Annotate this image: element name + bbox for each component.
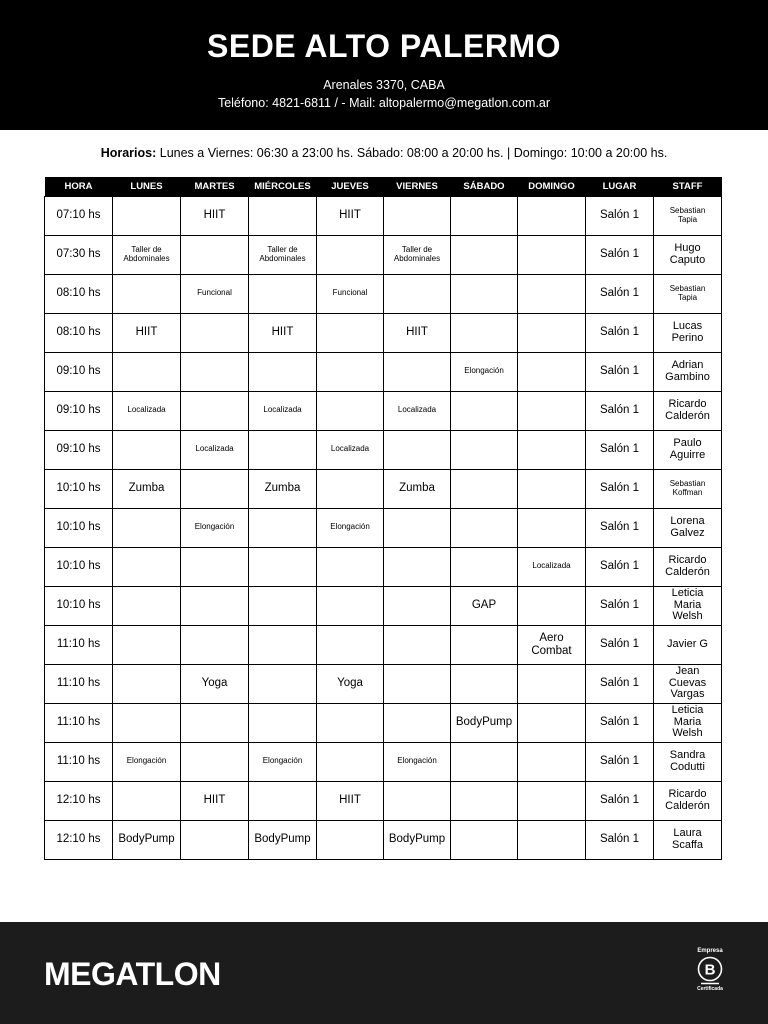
class-cell <box>113 820 181 859</box>
staff-cell <box>654 586 722 625</box>
class-cell <box>317 469 384 508</box>
table-row <box>45 235 722 274</box>
staff-name: Codutti <box>670 760 705 773</box>
staff-cell <box>654 508 722 547</box>
class-cell <box>181 508 249 547</box>
class-cell <box>451 196 518 235</box>
class-cell <box>451 391 518 430</box>
class-name: BodyPump <box>118 833 175 846</box>
staff-cell <box>654 313 722 352</box>
class-cell <box>113 508 181 547</box>
class-cell <box>249 625 317 664</box>
class-cell <box>317 742 384 781</box>
table-row <box>45 469 722 508</box>
location-cell: Salón 1 <box>586 274 654 313</box>
class-cell <box>113 352 181 391</box>
class-cell <box>249 274 317 313</box>
class-cell <box>113 664 181 703</box>
class-cell <box>113 430 181 469</box>
staff-cell <box>654 391 722 430</box>
class-cell <box>451 352 518 391</box>
location-cell: Salón 1 <box>586 586 654 625</box>
class-cell <box>181 274 249 313</box>
class-cell <box>181 820 249 859</box>
class-cell <box>384 586 451 625</box>
location-cell: Salón 1 <box>586 703 654 742</box>
class-cell <box>384 430 451 469</box>
class-cell <box>451 547 518 586</box>
location-cell: Salón 1 <box>586 313 654 352</box>
staff-cell <box>654 742 722 781</box>
class-cell <box>317 235 384 274</box>
b-corp-bottom-text: Certificada <box>697 986 723 992</box>
class-cell <box>249 820 317 859</box>
class-cell <box>249 430 317 469</box>
staff-name: Gambino <box>665 370 710 383</box>
class-cell <box>384 235 451 274</box>
opening-hours <box>0 146 768 160</box>
location-cell: Salón 1 <box>586 469 654 508</box>
class-cell <box>518 274 586 313</box>
class-cell <box>317 781 384 820</box>
staff-name: Sebastian <box>669 284 706 294</box>
time-cell: 12:10 hs <box>45 820 113 859</box>
table-row <box>45 625 722 664</box>
time-cell: 11:10 hs <box>45 703 113 742</box>
class-cell <box>249 703 317 742</box>
location-cell: Salón 1 <box>586 196 654 235</box>
staff-name: Koffman <box>672 487 703 497</box>
class-name: Localizada <box>330 444 370 454</box>
staff-name: Calderón <box>665 565 710 578</box>
class-cell <box>384 703 451 742</box>
class-cell <box>518 820 586 859</box>
class-cell <box>181 547 249 586</box>
staff-name: Ricardo <box>668 397 707 410</box>
class-name: Abdominales <box>259 253 306 263</box>
class-name: Yoga <box>201 677 228 690</box>
class-cell <box>113 391 181 430</box>
location-cell: Salón 1 <box>586 625 654 664</box>
hours-label: Horarios: <box>100 146 157 160</box>
page-title: SEDE ALTO PALERMO <box>207 28 561 64</box>
class-name: BodyPump <box>254 833 311 846</box>
time-cell: 07:10 hs <box>45 196 113 235</box>
class-name: HIIT <box>203 794 226 807</box>
b-corp-badge <box>692 948 728 1000</box>
staff-cell <box>654 781 722 820</box>
time-cell: 10:10 hs <box>45 547 113 586</box>
class-cell <box>181 430 249 469</box>
class-cell <box>518 313 586 352</box>
class-cell <box>249 196 317 235</box>
class-cell <box>518 547 586 586</box>
location-cell: Salón 1 <box>586 391 654 430</box>
column-header: SÁBADO <box>451 177 518 196</box>
class-cell <box>317 664 384 703</box>
class-name: Yoga <box>337 677 363 690</box>
time-cell: 11:10 hs <box>45 742 113 781</box>
table-header-row <box>45 177 722 196</box>
contact-line: Teléfono: 4821-6811 / - Mail: altopalermo@megatlon.com.ar <box>217 96 551 110</box>
class-cell <box>113 586 181 625</box>
class-cell <box>113 547 181 586</box>
table-row <box>45 547 722 586</box>
class-cell <box>384 742 451 781</box>
staff-name: Cuevas <box>668 676 707 689</box>
staff-name: Welsh <box>672 727 703 740</box>
time-cell: 08:10 hs <box>45 313 113 352</box>
class-name: Taller de <box>267 245 298 255</box>
location-cell: Salón 1 <box>586 664 654 703</box>
location-cell: Salón 1 <box>586 547 654 586</box>
class-name: Elongación <box>397 756 437 766</box>
class-name: Localizada <box>127 405 166 415</box>
staff-name: Leticia <box>671 587 704 600</box>
class-cell <box>518 196 586 235</box>
class-cell <box>317 352 384 391</box>
class-name: Localizada <box>195 444 234 454</box>
table-row <box>45 352 722 391</box>
staff-name: Vargas <box>670 688 705 701</box>
column-header: HORA <box>45 177 113 196</box>
class-name: Localizada <box>263 405 302 415</box>
staff-cell <box>654 196 722 235</box>
class-cell <box>384 391 451 430</box>
staff-name: Javier G <box>667 637 708 650</box>
table-row <box>45 586 722 625</box>
table-row <box>45 196 722 235</box>
class-name: Elongación <box>330 522 370 532</box>
class-name: HIIT <box>203 209 226 222</box>
class-cell <box>249 313 317 352</box>
class-name: Aero <box>539 632 564 645</box>
column-header: VIERNES <box>384 177 451 196</box>
class-cell <box>317 313 384 352</box>
staff-cell <box>654 703 722 742</box>
class-cell <box>451 781 518 820</box>
class-cell <box>451 742 518 781</box>
table-row <box>45 742 722 781</box>
column-header: MARTES <box>181 177 249 196</box>
class-cell <box>518 508 586 547</box>
class-cell <box>317 703 384 742</box>
class-name: HIIT <box>406 326 428 339</box>
class-cell <box>518 625 586 664</box>
class-cell <box>113 781 181 820</box>
class-cell <box>317 196 384 235</box>
class-name: HIIT <box>339 794 361 807</box>
class-cell <box>384 313 451 352</box>
table-row <box>45 430 722 469</box>
class-cell <box>181 586 249 625</box>
time-cell: 10:10 hs <box>45 469 113 508</box>
column-header: LUNES <box>113 177 181 196</box>
class-cell <box>317 547 384 586</box>
b-corp-icon <box>697 955 723 985</box>
staff-cell <box>654 547 722 586</box>
class-cell <box>451 664 518 703</box>
column-header: LUGAR <box>586 177 654 196</box>
staff-name: Tapia <box>677 214 698 224</box>
class-cell <box>249 664 317 703</box>
time-cell: 08:10 hs <box>45 274 113 313</box>
staff-name: Tapia <box>677 292 698 302</box>
class-cell <box>518 742 586 781</box>
class-cell <box>249 508 317 547</box>
table-row <box>45 274 722 313</box>
staff-name: Ricardo <box>668 553 707 566</box>
class-cell <box>451 469 518 508</box>
staff-name: Maria <box>673 598 702 611</box>
class-cell <box>317 274 384 313</box>
staff-name: Laura <box>673 826 702 839</box>
staff-name: Ricardo <box>668 787 707 800</box>
class-name: Zumba <box>264 482 301 495</box>
class-name: Zumba <box>128 482 165 495</box>
class-name: HIIT <box>271 326 294 339</box>
table-row <box>45 781 722 820</box>
staff-name: Sebastian <box>669 479 706 489</box>
class-cell <box>181 703 249 742</box>
time-cell: 11:10 hs <box>45 625 113 664</box>
table-row <box>45 508 722 547</box>
class-cell <box>451 313 518 352</box>
class-name: HIIT <box>339 209 361 222</box>
time-cell: 12:10 hs <box>45 781 113 820</box>
class-cell <box>249 547 317 586</box>
class-cell <box>317 391 384 430</box>
table-body <box>45 196 722 859</box>
class-cell <box>518 781 586 820</box>
class-cell <box>113 742 181 781</box>
class-cell <box>113 625 181 664</box>
class-cell <box>113 235 181 274</box>
location-cell: Salón 1 <box>586 352 654 391</box>
staff-name: Sebastian <box>669 206 706 216</box>
class-name: Combat <box>531 644 572 657</box>
class-cell <box>518 703 586 742</box>
class-cell <box>518 391 586 430</box>
staff-name: Perino <box>671 331 704 344</box>
class-cell <box>249 742 317 781</box>
class-name: Elongación <box>126 756 167 766</box>
class-name: GAP <box>471 599 497 612</box>
time-cell: 11:10 hs <box>45 664 113 703</box>
staff-name: Calderón <box>665 409 710 422</box>
staff-name: Scaffa <box>672 838 703 851</box>
class-name: Abdominales <box>123 253 170 263</box>
staff-name: Galvez <box>670 526 705 539</box>
class-cell <box>249 781 317 820</box>
staff-cell <box>654 352 722 391</box>
class-cell <box>384 352 451 391</box>
column-header: JUEVES <box>317 177 384 196</box>
class-cell <box>249 586 317 625</box>
location-cell: Salón 1 <box>586 742 654 781</box>
class-name: Abdominales <box>393 253 441 263</box>
table-row <box>45 391 722 430</box>
staff-name: Caputo <box>669 253 706 266</box>
class-cell <box>451 508 518 547</box>
staff-name: Leticia <box>671 704 704 717</box>
class-name: Localizada <box>397 405 437 415</box>
location-cell: Salón 1 <box>586 820 654 859</box>
time-cell: 09:10 hs <box>45 352 113 391</box>
location-cell: Salón 1 <box>586 430 654 469</box>
class-name: HIIT <box>135 326 158 339</box>
time-cell: 07:30 hs <box>45 235 113 274</box>
hours-text: Lunes a Viernes: 06:30 a 23:00 hs. Sábado: 08:00 a 20:00 hs. | Domingo: 10:00 a 20:00 hs. <box>156 146 668 160</box>
class-name: Funcional <box>197 288 232 298</box>
class-cell <box>384 508 451 547</box>
class-cell <box>384 547 451 586</box>
class-cell <box>518 352 586 391</box>
class-cell <box>249 391 317 430</box>
location-cell: Salón 1 <box>586 781 654 820</box>
staff-name: Welsh <box>672 610 703 623</box>
staff-cell <box>654 625 722 664</box>
class-cell <box>113 313 181 352</box>
class-cell <box>384 625 451 664</box>
column-header: MIÉRCOLES <box>249 177 317 196</box>
class-cell <box>181 352 249 391</box>
staff-name: Sandra <box>669 748 706 761</box>
class-cell <box>113 703 181 742</box>
class-name: Taller de <box>401 245 433 255</box>
time-cell: 09:10 hs <box>45 391 113 430</box>
b-corp-letter: B <box>704 961 716 979</box>
time-cell: 10:10 hs <box>45 508 113 547</box>
class-cell <box>181 469 249 508</box>
table-row <box>45 313 722 352</box>
class-cell <box>384 820 451 859</box>
class-cell <box>384 664 451 703</box>
staff-cell <box>654 820 722 859</box>
class-cell <box>384 781 451 820</box>
class-cell <box>518 469 586 508</box>
page-header <box>0 0 768 130</box>
class-name: Taller de <box>131 245 162 255</box>
class-cell <box>317 625 384 664</box>
class-cell <box>317 430 384 469</box>
class-cell <box>181 313 249 352</box>
class-cell <box>249 352 317 391</box>
class-cell <box>181 742 249 781</box>
page-footer <box>0 922 768 1024</box>
class-cell <box>451 235 518 274</box>
staff-cell <box>654 430 722 469</box>
address-line: Arenales 3370, CABA <box>323 78 445 92</box>
location-cell: Salón 1 <box>586 508 654 547</box>
column-header: STAFF <box>654 177 722 196</box>
staff-cell <box>654 274 722 313</box>
class-cell <box>113 469 181 508</box>
time-cell: 10:10 hs <box>45 586 113 625</box>
staff-name: Hugo <box>674 241 701 254</box>
staff-name: Aguirre <box>669 448 706 461</box>
class-cell <box>181 235 249 274</box>
class-cell <box>451 703 518 742</box>
class-name: Zumba <box>399 482 435 495</box>
class-cell <box>181 391 249 430</box>
class-cell <box>451 430 518 469</box>
staff-name: Calderón <box>665 799 710 812</box>
class-name: BodyPump <box>388 833 446 846</box>
time-cell: 09:10 hs <box>45 430 113 469</box>
class-cell <box>451 820 518 859</box>
class-cell <box>317 508 384 547</box>
class-cell <box>451 274 518 313</box>
schedule-table <box>44 177 722 860</box>
class-cell <box>518 586 586 625</box>
location-cell: Salón 1 <box>586 235 654 274</box>
table-row <box>45 703 722 742</box>
class-cell <box>113 196 181 235</box>
staff-name: Lucas <box>672 319 703 332</box>
class-cell <box>384 469 451 508</box>
class-cell <box>317 820 384 859</box>
class-cell <box>384 274 451 313</box>
staff-name: Maria <box>673 715 702 728</box>
class-cell <box>317 586 384 625</box>
staff-name: Paulo <box>673 436 702 449</box>
class-cell <box>451 625 518 664</box>
staff-name: Jean <box>675 665 700 678</box>
class-cell <box>181 781 249 820</box>
class-name: Funcional <box>332 288 368 298</box>
class-name: Localizada <box>532 561 571 571</box>
class-cell <box>249 235 317 274</box>
staff-name: Adrian <box>671 358 704 371</box>
column-header: DOMINGO <box>518 177 586 196</box>
class-cell <box>384 196 451 235</box>
class-cell <box>181 664 249 703</box>
staff-cell <box>654 235 722 274</box>
table-row <box>45 664 722 703</box>
class-cell <box>113 274 181 313</box>
class-cell <box>518 235 586 274</box>
class-name: BodyPump <box>455 716 513 729</box>
b-corp-top-text: Empresa <box>697 948 723 954</box>
class-cell <box>518 664 586 703</box>
staff-cell <box>654 469 722 508</box>
class-name: Elongación <box>464 366 504 376</box>
class-cell <box>249 469 317 508</box>
class-name: Elongación <box>194 522 235 532</box>
table-row <box>45 820 722 859</box>
class-cell <box>181 196 249 235</box>
staff-name: Lorena <box>670 514 705 527</box>
class-cell <box>451 586 518 625</box>
class-cell <box>181 625 249 664</box>
class-name: Elongación <box>262 756 303 766</box>
staff-cell <box>654 664 722 703</box>
class-cell <box>518 430 586 469</box>
brand-logo: MEGATLON <box>44 956 221 992</box>
